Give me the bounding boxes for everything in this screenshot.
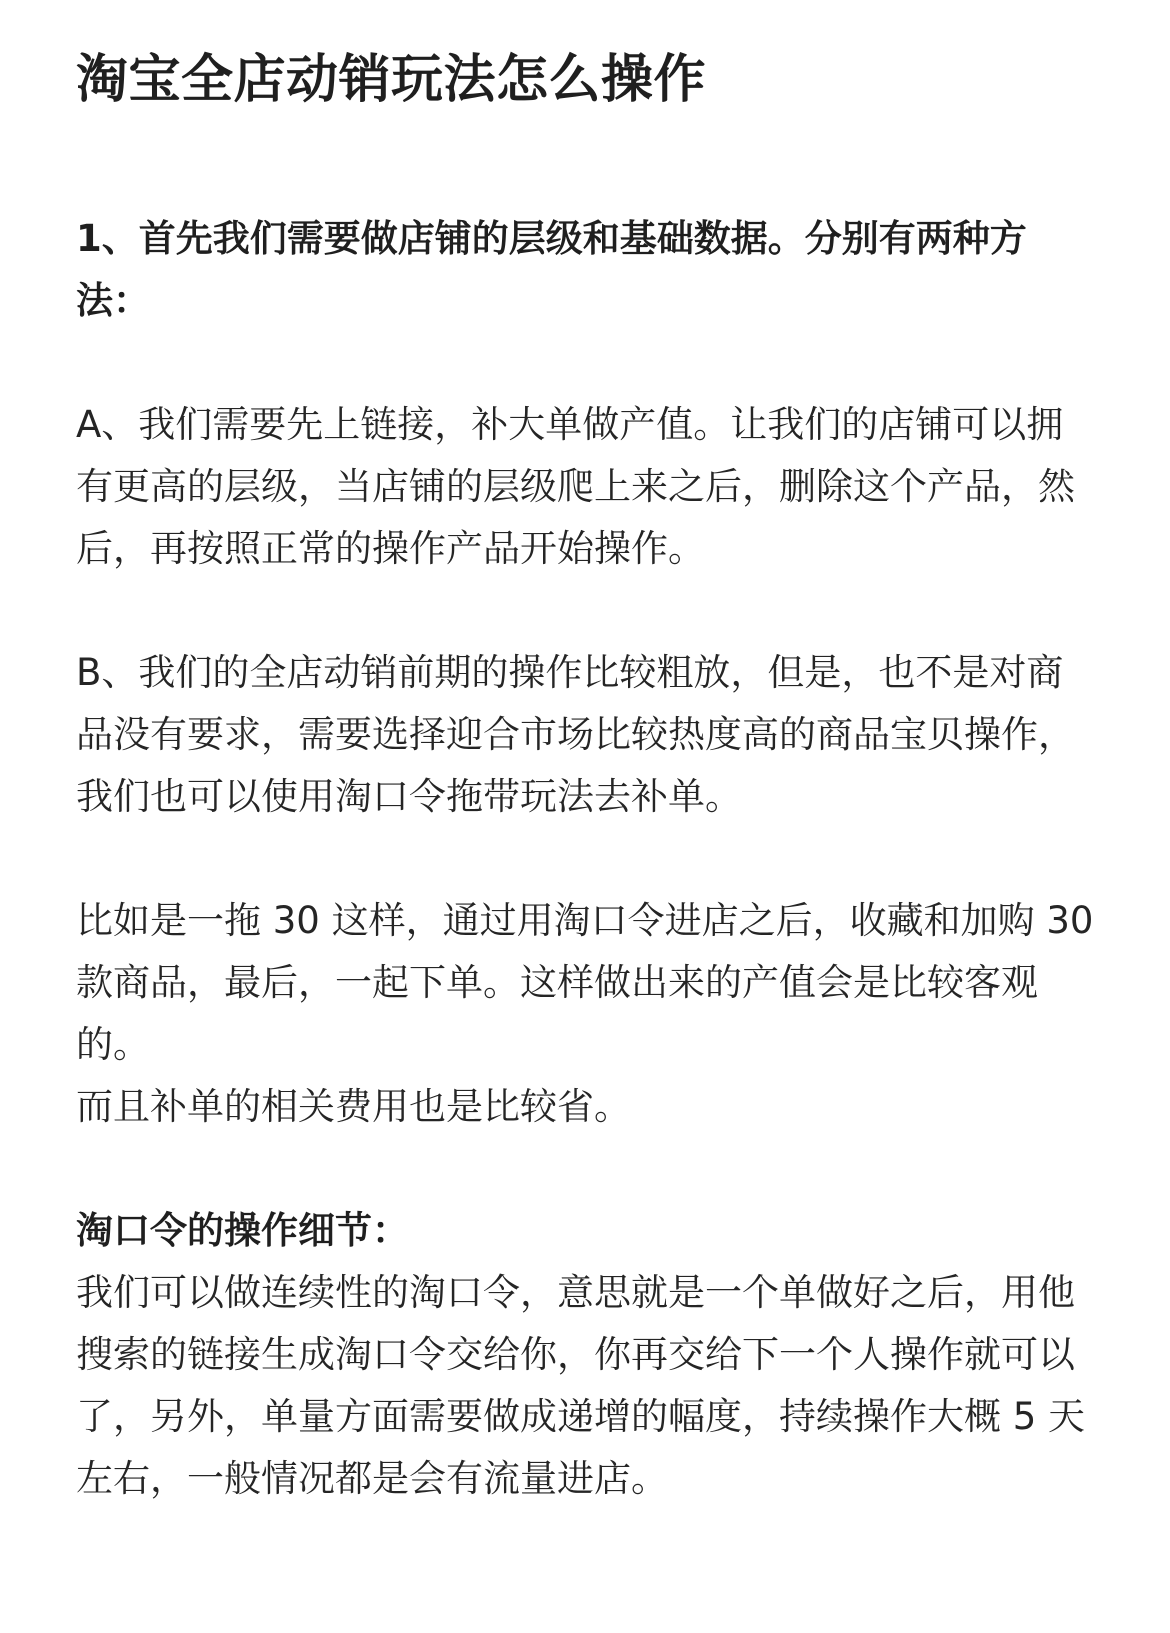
example-paragraph: 比如是一拖 30 这样，通过用淘口令进店之后，收藏和加购 30 款商品，最后，一起下单。这样做出来的产值会是比较客观的。 <box>76 899 1094 1066</box>
method-b-paragraph: B、我们的全店动销前期的操作比较粗放，但是，也不是对商品没有要求，需要选择迎合市场比较热度高的商品宝贝操作，我们也可以使用淘口令拖带玩法去补单。 <box>76 651 1075 818</box>
method-a-paragraph: A、我们需要先上链接，补大单做产值。让我们的店铺可以拥有更高的层级，当店铺的层级爬上来之后，删除这个产品，然后，再按照正常的操作产品开始操作。 <box>76 403 1075 570</box>
step1-heading: 1、首先我们需要做店铺的层级和基础数据。分别有两种方法： <box>76 217 1027 322</box>
spacer <box>76 118 1094 208</box>
article-title: 淘宝全店动销玩法怎么操作 <box>76 50 707 110</box>
detail-heading: 淘口令的操作细节： <box>76 1209 409 1252</box>
spacer <box>76 1138 1094 1200</box>
spacer <box>76 332 1094 394</box>
spacer <box>76 580 1094 642</box>
detail-paragraph: 我们可以做连续性的淘口令，意思就是一个单做好之后，用他搜索的链接生成淘口令交给你，你再交给下一个人操作就可以了，另外，单量方面需要做成递增的幅度，持续操作大概 5 天左右，一般情况都是会有流量进店。 <box>76 1271 1086 1500</box>
spacer <box>76 828 1094 890</box>
example-cost-note: 而且补单的相关费用也是比较省。 <box>76 1085 631 1128</box>
